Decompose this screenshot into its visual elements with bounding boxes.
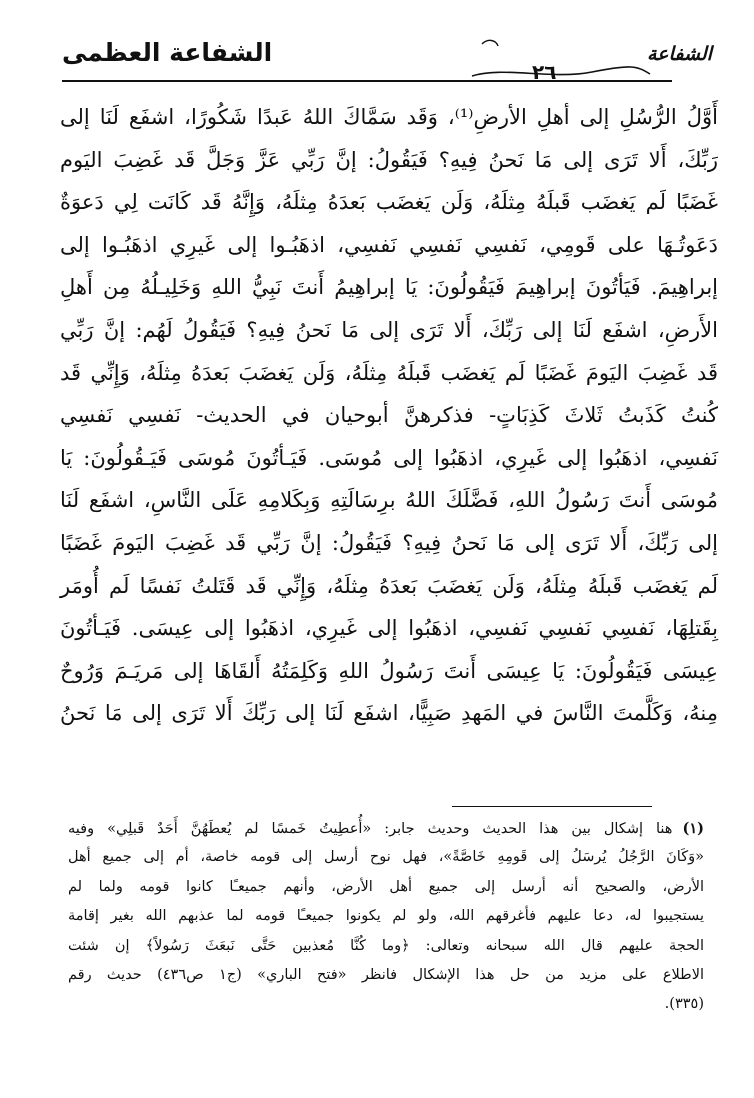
text-line: مِنهُ، وَكَلَّمتَ النَّاسَ في المَهدِ صَبِيًّا، اشفَع لَنَا إلى رَبِّكَ أَلا تَرَى إلى مَا نَحنُ <box>60 701 718 726</box>
footnote-line: الاطلاع على مزيد من حل هذا الإشكال فانظر «فتح الباري» (ج١ ص٤٣٦) حديث رقم <box>68 966 704 983</box>
text-line: دَعَوتُـهَا على قَومِي، نَفسِي نَفسِي نَفسِي، اذهَبُـوا إلى غَيرِي اذهَبُـوا إلى <box>60 232 718 257</box>
page-header <box>62 34 712 94</box>
ornament-calligraphy: الشفاعة <box>647 43 712 65</box>
page-number: ٢٦ <box>532 60 557 84</box>
main-text <box>60 96 718 735</box>
footnote-line <box>68 814 704 843</box>
title-ornament-icon <box>462 36 712 84</box>
header-divider <box>62 80 672 82</box>
text-line: إبراهِيمَ. فَيَأتُونَ إبراهِيمَ فَيَقُولُونَ: يَا إبراهِيمُ أَنتَ نَبِيُّ اللهِ وَخَلِيـلُهُ مِن أَهلِ <box>60 275 718 300</box>
text-line: بِقَتلِهَا، نَفسِي نَفسِي نَفسِي، اذهَبُوا إلى غَيرِي، اذهَبُوا إلى عِيسَى. فَيَـأتُونَ <box>60 616 718 641</box>
text-line: كُنتُ كَذَبتُ ثَلاثَ كَذِبَاتٍ- فذكرهنَّ أبوحيان في الحديث- نَفسِي نَفسِي <box>60 403 718 428</box>
text-line: عِيسَى فَيَقُولُونَ: يَا عِيسَى أَنتَ رَسُولُ اللهِ وَكَلِمَتُهُ أَلقَاهَا إلى مَريَـمَ وَرُوحٌ <box>60 658 718 683</box>
footnote-text: هنا إشكال بين هذا الحديث وحديث جابر: «أُعطِيتُ خَمسًا لم يُعطَهُنَّ أَحَدٌ قَبلِي» وفيه <box>68 821 673 837</box>
footnote <box>68 814 704 1020</box>
text-line: لَم يَغضَب قَبلَهُ مِثلَهُ، وَلَن يَغضَبَ بَعدَهُ مِثلَهُ، وَإِنِّي قَد قَتَلتُ نَفسًا لَم أُومَر <box>60 573 718 598</box>
footnote-line: (٣٣٥). <box>664 996 704 1013</box>
running-title: الشفاعة العظمى <box>62 38 273 67</box>
text-line: إلى رَبِّكَ، أَلا تَرَى إلى مَا نَحنُ فِيهِ؟ فَيَقُولُ: إنَّ رَبِّي قَد غَضِبَ اليَومَ غَضَبًا <box>60 530 718 555</box>
text-line: قَد غَضِبَ اليَومَ غَضَبًا لَم يَغضَب قَبلَهُ مِثلَهُ، وَلَن يَغضَبَ بَعدَهُ مِثلَهُ، وَإِنِّي قَد <box>60 360 718 385</box>
text-line: مُوسَى أَنتَ رَسُولُ اللهِ، فَضَّلَكَ اللهُ برِسَالَتِهِ وَبِكَلامِهِ عَلَى النَّاسِ، اشفَع لَنَا <box>60 488 718 513</box>
text-line: الأَرضِ، اشفَع لَنَا إلى رَبِّكَ، أَلا تَرَى إلى مَا نَحنُ فِيهِ؟ فَيَقُولُ لَهُم: إنَّ رَبِّي <box>60 317 718 342</box>
footnote-line: يستجيبوا له، دعا عليهم فأغرقهم الله، ولو لم يكونوا جميعـًا قومه لما عذبهم الله بغير إقامة <box>68 908 704 925</box>
footnote-line: الحجة عليهم قال الله سبحانه وتعالى: ﴿وما كُنَّا مُعذبين حَتَّى نَبعَثَ رَسُولاً﴾ إن شئت <box>68 937 704 954</box>
text-line: غَضَبًا لَم يَغضَب قَبلَهُ مِثلَهُ، وَلَن يَغضَب بَعدَهُ مِثلَهُ، وَإِنَّهُ قَد كَانَت لِي دَعوَةٌ <box>60 190 718 215</box>
footnote-divider <box>452 806 652 807</box>
text-line: أَوَّلُ الرُّسُلِ إلى أهلِ الأرضِ⁽¹⁾، وَقَد سَمَّاكَ اللهُ عَبدًا شَكُورًا، اشفَع لَنَا إلى <box>60 105 718 129</box>
footnote-marker: (١) <box>682 820 704 837</box>
footnote-line: الأرض، والصحيح أنه أرسل إلى جميع أهل الأرض، وأنهم جميعـًا كانوا قومه ولما لم <box>68 878 704 895</box>
text-line: نَفسِي، اذهَبُوا إلى غَيرِي، اذهَبُوا إلى مُوسَى. فَيَـأتُونَ مُوسَى فَيَـقُولُونَ: يَا <box>60 445 718 470</box>
text-line: رَبِّكَ، أَلا تَرَى إلى مَا نَحنُ فِيهِ؟ فَيَقُولُ: إنَّ رَبِّي عَزَّ وَجَلَّ قَد غَضِبَ اليَوم <box>60 147 718 172</box>
footnote-line: «وَكَانَ الرَّجُلُ يُرسَلُ إلى قَومِهِ خَاصَّةً»، فهل نوح أرسل إلى قومه خاصة، أم إلى جميع أهل <box>68 849 704 866</box>
